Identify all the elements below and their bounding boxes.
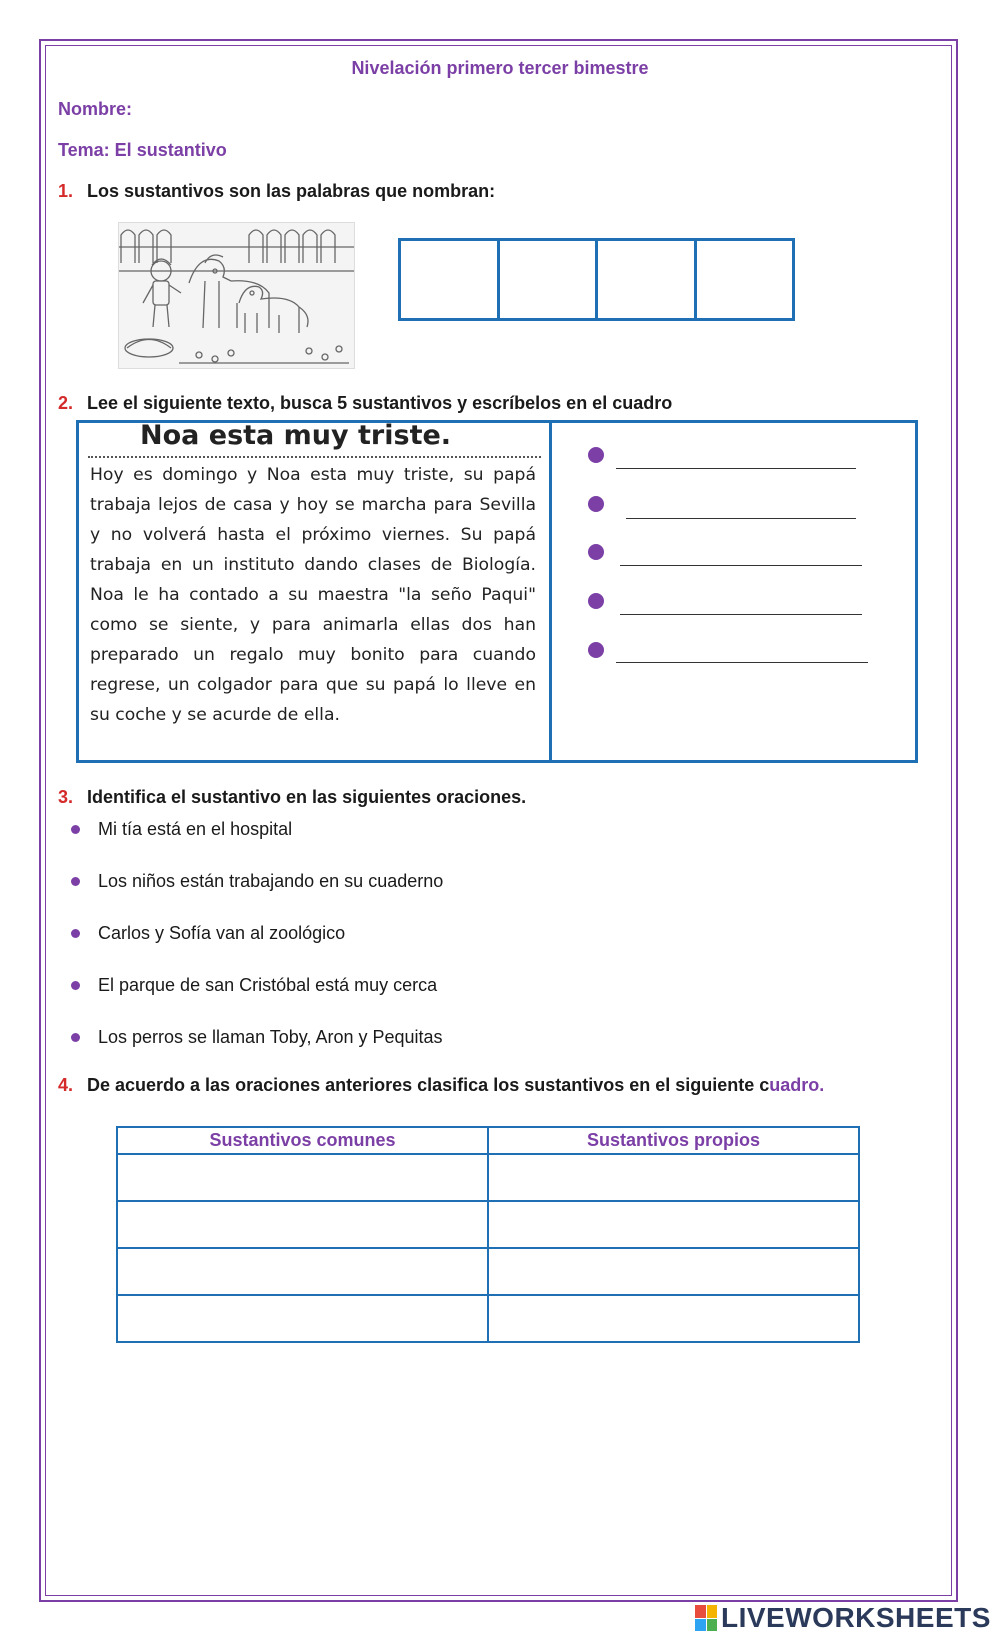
reading-box-divider <box>549 420 552 763</box>
sentence-bullet <box>71 929 80 938</box>
table-cell[interactable] <box>117 1248 488 1295</box>
table-cell[interactable] <box>488 1201 859 1248</box>
answer-line[interactable] <box>616 468 856 469</box>
table-row <box>117 1154 859 1201</box>
sentence-2[interactable]: Los niños están trabajando en su cuaderno <box>98 871 444 891</box>
question-1-number: 1. <box>58 181 74 201</box>
answer-line[interactable] <box>620 614 862 615</box>
bullet-dot <box>588 642 604 658</box>
sentence-5[interactable]: Los perros se llaman Toby, Aron y Pequitas <box>98 1027 443 1047</box>
story-title: Noa esta muy triste. <box>140 420 452 451</box>
table-cell[interactable] <box>488 1295 859 1342</box>
noun-classification-table <box>116 1126 860 1343</box>
sentence-1[interactable]: Mi tía está en el hospital <box>98 819 293 839</box>
sentence-4[interactable]: El parque de san Cristóbal está muy cerca <box>98 975 438 995</box>
answer-line[interactable] <box>626 518 856 519</box>
story-title-underline <box>88 456 541 458</box>
table-cell[interactable] <box>488 1248 859 1295</box>
topic-label: Tema: El sustantivo <box>58 140 227 160</box>
table-cell[interactable] <box>117 1154 488 1201</box>
question-4-text-tail: uadro. <box>769 1075 825 1095</box>
table-cell[interactable] <box>488 1154 859 1201</box>
answer-line[interactable] <box>620 565 862 566</box>
answer-box[interactable] <box>500 241 599 318</box>
bullet-dot <box>588 447 604 463</box>
table-row <box>117 1295 859 1342</box>
answer-box[interactable] <box>697 241 793 318</box>
question-2-number: 2. <box>58 393 74 413</box>
answer-line[interactable] <box>616 662 868 663</box>
question-1-text: Los sustantivos son las palabras que nombran: <box>87 181 496 201</box>
answer-box[interactable] <box>401 241 500 318</box>
sentence-bullet <box>71 877 80 886</box>
question-4 <box>58 1075 824 1096</box>
table-row <box>117 1248 859 1295</box>
question-2 <box>58 393 672 414</box>
bullet-dot <box>588 544 604 560</box>
sentence-3[interactable]: Carlos y Sofía van al zoológico <box>98 923 346 943</box>
question-2-text: Lee el siguiente texto, busca 5 sustantivos y escríbelos en el cuadro <box>87 393 673 413</box>
question-4-text: De acuerdo a las oraciones anteriores clasifica los sustantivos en el siguiente c <box>87 1075 770 1095</box>
question-1 <box>58 181 495 202</box>
table-cell[interactable] <box>117 1201 488 1248</box>
logo-icon <box>695 1605 717 1631</box>
worksheet-title: Nivelación primero tercer bimestre <box>351 58 649 78</box>
bullet-dot <box>588 496 604 512</box>
liveworksheets-logo <box>695 1602 991 1634</box>
table-cell[interactable] <box>117 1295 488 1342</box>
question-3 <box>58 787 526 808</box>
sentence-bullet <box>71 825 80 834</box>
sentence-bullet <box>71 981 80 990</box>
answer-box[interactable] <box>598 241 697 318</box>
column-header-common: Sustantivos comunes <box>117 1127 488 1154</box>
bullet-dot <box>588 593 604 609</box>
answer-boxes <box>398 238 795 321</box>
question-4-number: 4. <box>58 1075 74 1095</box>
table-row <box>117 1201 859 1248</box>
illustration-drawing <box>119 223 354 368</box>
logo-text: LIVEWORKSHEETS <box>721 1602 991 1633</box>
illustration-boy-with-ponies <box>118 222 355 369</box>
story-text: Hoy es domingo y Noa esta muy triste, su papá trabaja lejos de casa y hoy se marcha para Sevilla y no volverá hasta el próximo viernes. Su papá trabaja en un instituto dando clases de Biología. Noa le ha contado a su maestra "la seño Paqui" como se siente, y para animarla ellas dos han preparado un regalo muy bonito para cuando regrese, un colgador para que su papá lo lleve en su coche y se acurde de ella. <box>90 465 536 725</box>
question-3-text: Identifica el sustantivo en las siguientes oraciones. <box>87 787 527 807</box>
name-label: Nombre: <box>58 99 133 119</box>
question-3-number: 3. <box>58 787 74 807</box>
column-header-proper: Sustantivos propios <box>488 1127 859 1154</box>
sentence-bullet <box>71 1033 80 1042</box>
